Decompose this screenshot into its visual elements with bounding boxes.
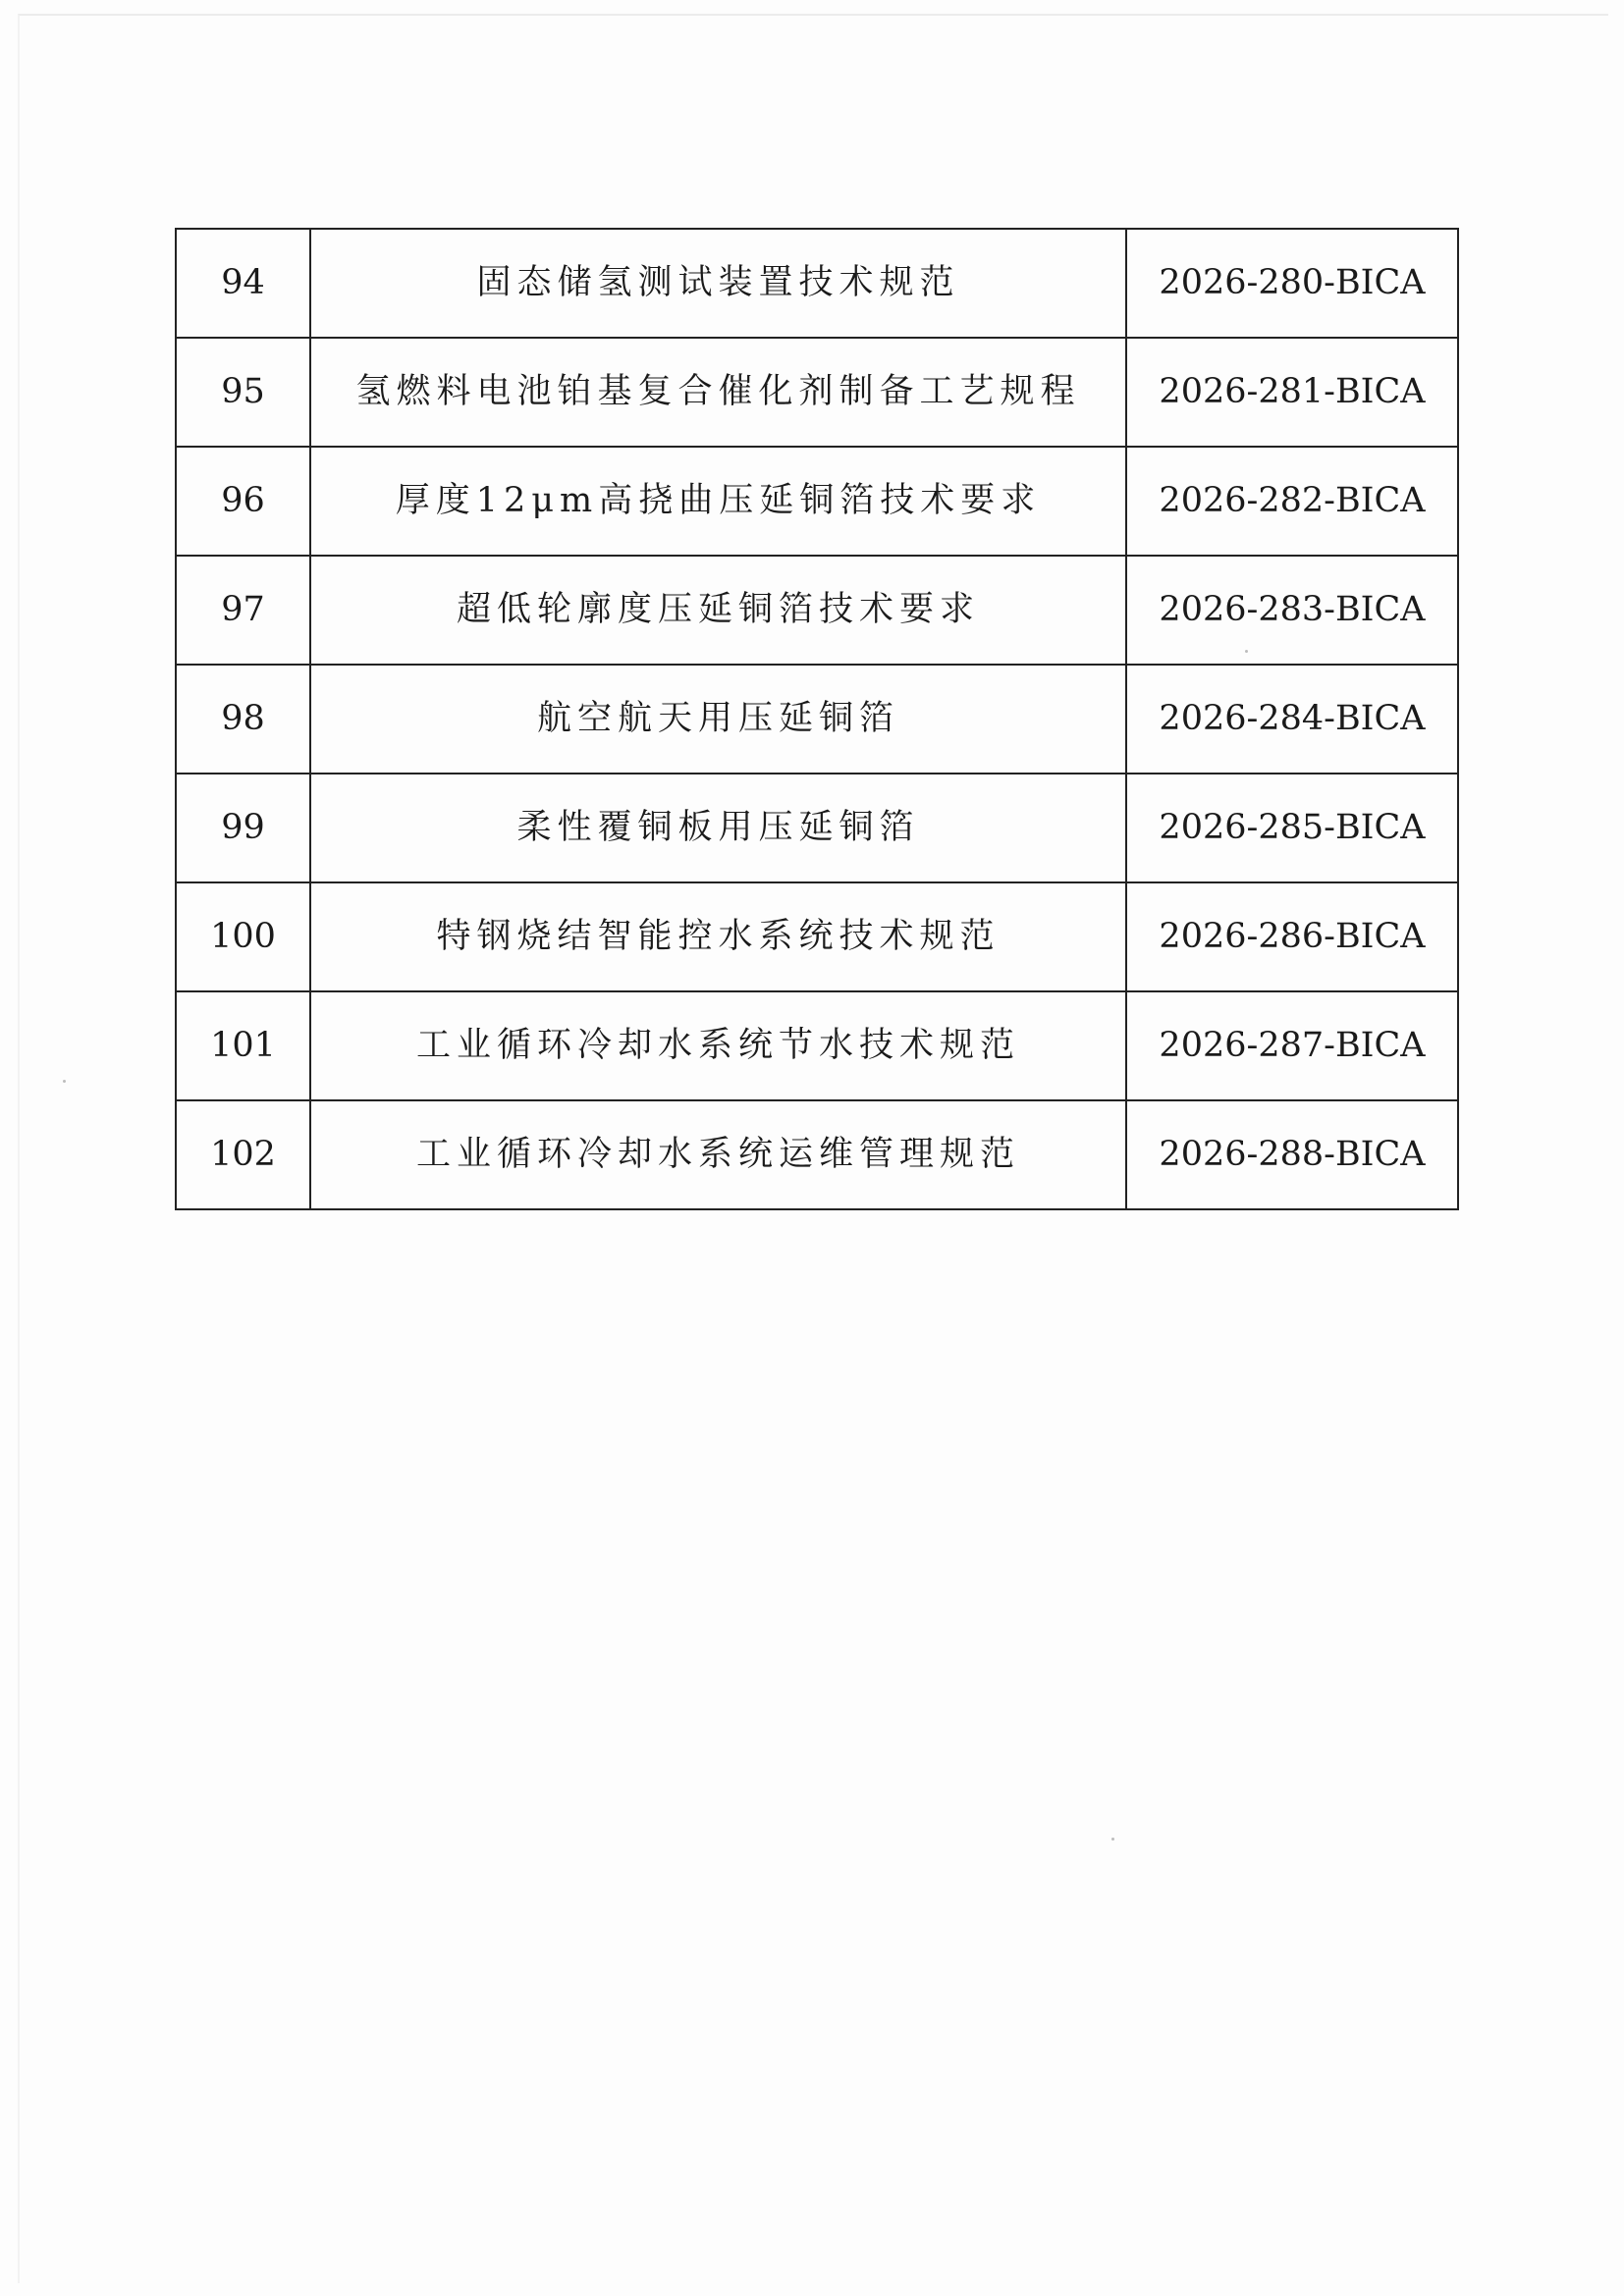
standard-code: 2026-284-BICA bbox=[1126, 665, 1458, 774]
table-row bbox=[176, 774, 1458, 882]
table-row bbox=[176, 665, 1458, 774]
scan-speck bbox=[63, 1080, 66, 1083]
scan-speck bbox=[1111, 1838, 1114, 1841]
table-row bbox=[176, 991, 1458, 1100]
row-number: 102 bbox=[176, 1100, 310, 1209]
row-number: 94 bbox=[176, 229, 310, 338]
standard-code: 2026-280-BICA bbox=[1126, 229, 1458, 338]
standard-title: 工业循环冷却水系统运维管理规范 bbox=[310, 1100, 1126, 1209]
table-row bbox=[176, 1100, 1458, 1209]
row-number: 96 bbox=[176, 447, 310, 556]
standard-code: 2026-286-BICA bbox=[1126, 882, 1458, 991]
standard-code: 2026-285-BICA bbox=[1126, 774, 1458, 882]
row-number: 97 bbox=[176, 556, 310, 665]
row-number: 98 bbox=[176, 665, 310, 774]
row-number: 101 bbox=[176, 991, 310, 1100]
standard-code: 2026-288-BICA bbox=[1126, 1100, 1458, 1209]
table-row bbox=[176, 338, 1458, 447]
standard-title: 固态储氢测试装置技术规范 bbox=[310, 229, 1126, 338]
standard-title: 超低轮廓度压延铜箔技术要求 bbox=[310, 556, 1126, 665]
standard-title: 航空航天用压延铜箔 bbox=[310, 665, 1126, 774]
standard-code: 2026-281-BICA bbox=[1126, 338, 1458, 447]
table-row bbox=[176, 447, 1458, 556]
row-number: 100 bbox=[176, 882, 310, 991]
standards-table bbox=[175, 228, 1459, 1210]
standard-title: 厚度12μm高挠曲压延铜箔技术要求 bbox=[310, 447, 1126, 556]
standard-title: 柔性覆铜板用压延铜箔 bbox=[310, 774, 1126, 882]
table-row bbox=[176, 229, 1458, 338]
standard-title: 特钢烧结智能控水系统技术规范 bbox=[310, 882, 1126, 991]
standard-title: 氢燃料电池铂基复合催化剂制备工艺规程 bbox=[310, 338, 1126, 447]
table-row bbox=[176, 882, 1458, 991]
row-number: 95 bbox=[176, 338, 310, 447]
standard-title: 工业循环冷却水系统节水技术规范 bbox=[310, 991, 1126, 1100]
standard-code: 2026-282-BICA bbox=[1126, 447, 1458, 556]
table-row bbox=[176, 556, 1458, 665]
row-number: 99 bbox=[176, 774, 310, 882]
standard-code: 2026-287-BICA bbox=[1126, 991, 1458, 1100]
standard-code: 2026-283-BICA bbox=[1126, 556, 1458, 665]
